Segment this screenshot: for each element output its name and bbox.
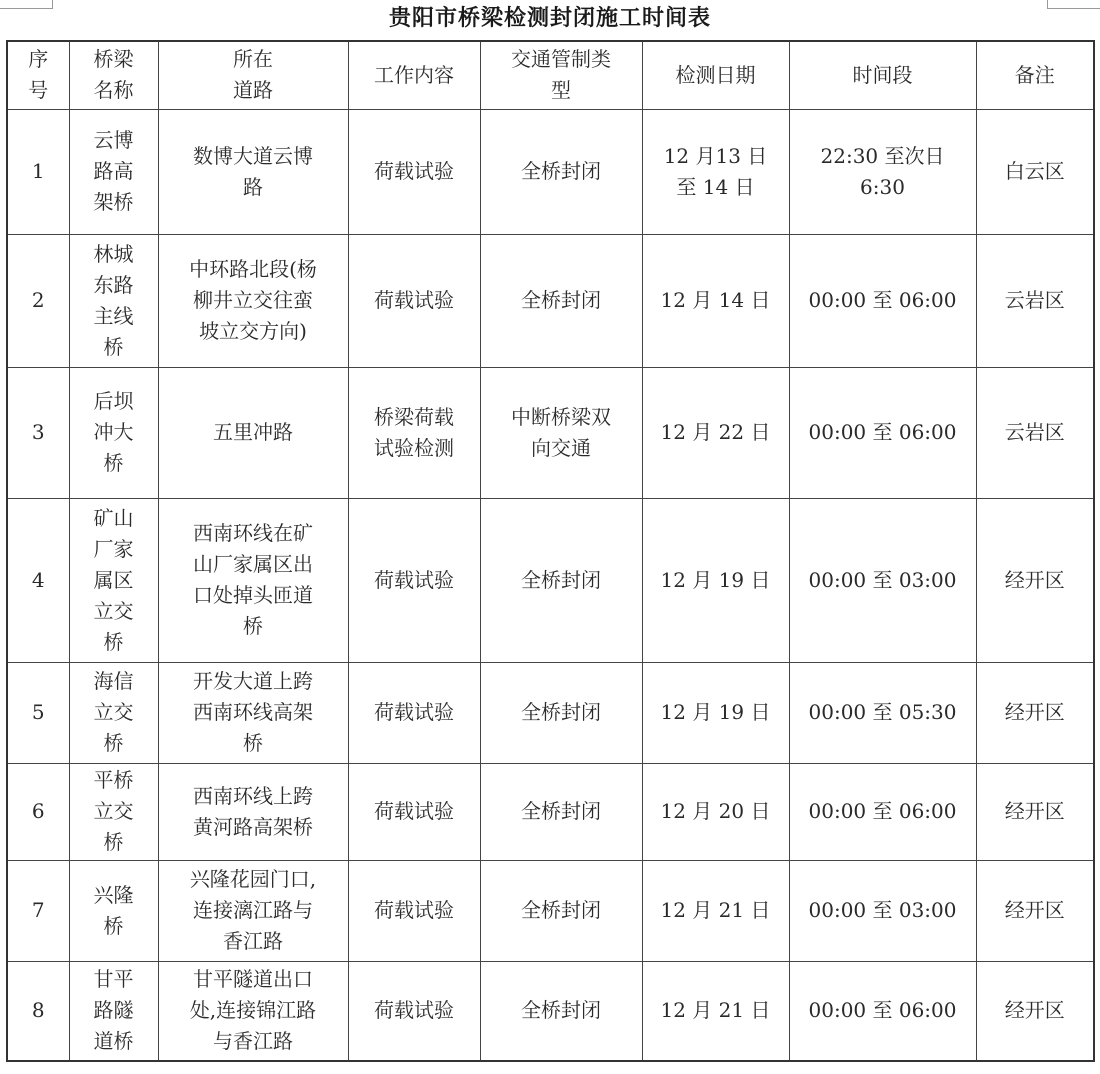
cell-road: 西南环线上跨 黄河路高架桥 [158, 763, 348, 860]
cell-work: 荷载试验 [348, 763, 480, 860]
header-date: 检测日期 [642, 41, 789, 109]
cell-time: 00:00 至 05:30 [789, 662, 976, 763]
cell-traffic-control: 全桥封闭 [480, 498, 642, 662]
cell-date: 12 月 19 日 [642, 498, 789, 662]
cell-time: 00:00 至 03:00 [789, 860, 976, 961]
cell-date: 12 月 19 日 [642, 662, 789, 763]
table-row [7, 234, 1094, 367]
cell-road: 西南环线在矿 山厂家属区出 口处掉头匝道 桥 [158, 498, 348, 662]
cell-bridge-name: 兴隆 桥 [69, 860, 158, 961]
cell-time: 22:30 至次日 6:30 [789, 109, 976, 234]
cell-note: 经开区 [976, 961, 1094, 1061]
cell-traffic-control: 全桥封闭 [480, 860, 642, 961]
cell-time: 00:00 至 06:00 [789, 763, 976, 860]
cell-note: 白云区 [976, 109, 1094, 234]
header-note: 备注 [976, 41, 1094, 109]
cell-bridge-name: 甘平 路隧 道桥 [69, 961, 158, 1061]
cell-date: 12 月 14 日 [642, 234, 789, 367]
cell-no: 1 [7, 109, 69, 234]
cell-date: 12 月13 日 至 14 日 [642, 109, 789, 234]
cell-bridge-name: 云博 路高 架桥 [69, 109, 158, 234]
cell-traffic-control: 全桥封闭 [480, 763, 642, 860]
table-row [7, 662, 1094, 763]
header-bridge-name: 桥梁 名称 [69, 41, 158, 109]
cell-road: 甘平隧道出口 处,连接锦江路 与香江路 [158, 961, 348, 1061]
cell-no: 2 [7, 234, 69, 367]
cell-traffic-control: 全桥封闭 [480, 961, 642, 1061]
cell-date: 12 月 22 日 [642, 367, 789, 498]
header-traffic-control: 交通管制类 型 [480, 41, 642, 109]
cell-date: 12 月 21 日 [642, 860, 789, 961]
cell-note: 云岩区 [976, 367, 1094, 498]
cell-road: 开发大道上跨 西南环线高架 桥 [158, 662, 348, 763]
cell-traffic-control: 全桥封闭 [480, 234, 642, 367]
cell-road: 中环路北段(杨 柳井立交往蛮 坡立交方向) [158, 234, 348, 367]
header-row [7, 41, 1094, 109]
cell-no: 7 [7, 860, 69, 961]
page-title: 贵阳市桥梁检测封闭施工时间表 [388, 6, 711, 31]
cell-work: 桥梁荷载 试验检测 [348, 367, 480, 498]
cell-no: 6 [7, 763, 69, 860]
cell-note: 经开区 [976, 860, 1094, 961]
cell-time: 00:00 至 03:00 [789, 498, 976, 662]
cell-time: 00:00 至 06:00 [789, 961, 976, 1061]
cell-date: 12 月 20 日 [642, 763, 789, 860]
cell-note: 经开区 [976, 763, 1094, 860]
cell-note: 经开区 [976, 498, 1094, 662]
cell-bridge-name: 后坝 冲大 桥 [69, 367, 158, 498]
cell-work: 荷载试验 [348, 860, 480, 961]
cell-bridge-name: 海信 立交 桥 [69, 662, 158, 763]
cell-note: 经开区 [976, 662, 1094, 763]
cell-work: 荷载试验 [348, 662, 480, 763]
cell-traffic-control: 全桥封闭 [480, 662, 642, 763]
table-row [7, 109, 1094, 234]
table-row [7, 763, 1094, 860]
cell-work: 荷载试验 [348, 109, 480, 234]
cell-road: 五里冲路 [158, 367, 348, 498]
cell-no: 8 [7, 961, 69, 1061]
schedule-table [6, 40, 1095, 1062]
cell-work: 荷载试验 [348, 234, 480, 367]
table-row [7, 860, 1094, 961]
cell-no: 3 [7, 367, 69, 498]
cell-work: 荷载试验 [348, 961, 480, 1061]
header-road: 所在 道路 [158, 41, 348, 109]
header-no: 序 号 [7, 41, 69, 109]
cell-no: 4 [7, 498, 69, 662]
cell-traffic-control: 全桥封闭 [480, 109, 642, 234]
cell-road: 数博大道云博 路 [158, 109, 348, 234]
cell-work: 荷载试验 [348, 498, 480, 662]
header-work: 工作内容 [348, 41, 480, 109]
cell-note: 云岩区 [976, 234, 1094, 367]
cell-bridge-name: 林城 东路 主线 桥 [69, 234, 158, 367]
cell-date: 12 月 21 日 [642, 961, 789, 1061]
cell-road: 兴隆花园门口, 连接漓江路与 香江路 [158, 860, 348, 961]
header-time: 时间段 [789, 41, 976, 109]
table-row [7, 961, 1094, 1061]
table-row [7, 367, 1094, 498]
cell-time: 00:00 至 06:00 [789, 234, 976, 367]
cell-no: 5 [7, 662, 69, 763]
cell-traffic-control: 中断桥梁双 向交通 [480, 367, 642, 498]
cell-time: 00:00 至 06:00 [789, 367, 976, 498]
table-row [7, 498, 1094, 662]
cell-bridge-name: 矿山 厂家 属区 立交 桥 [69, 498, 158, 662]
cell-bridge-name: 平桥 立交 桥 [69, 763, 158, 860]
